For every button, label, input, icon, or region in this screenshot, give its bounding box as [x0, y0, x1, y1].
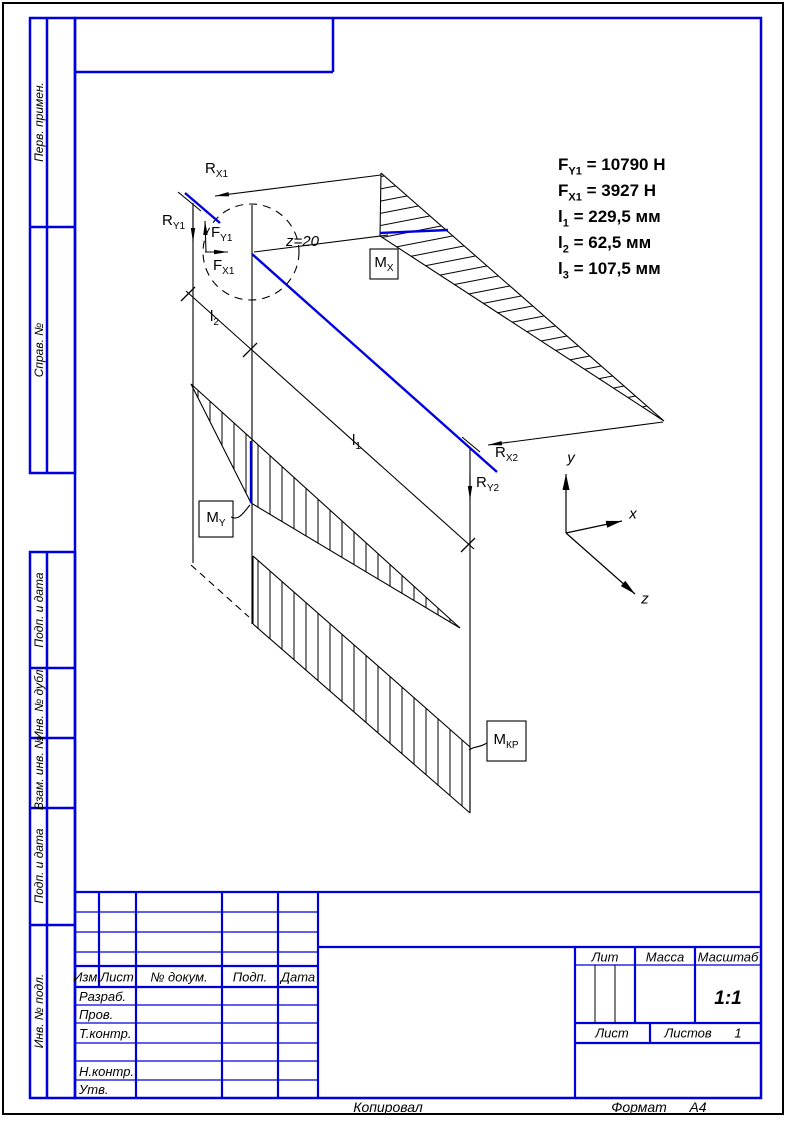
moment-label-mx: $M_X$ — [374, 254, 394, 274]
rx1-arrow — [215, 175, 381, 196]
z20-line — [254, 235, 388, 252]
tb-massa-label: Масса — [645, 949, 685, 965]
tb-row-utv: Утв. — [79, 1082, 109, 1097]
tb-scale-label: Масштаб — [697, 949, 759, 965]
tb-header-list: Лист — [100, 969, 134, 985]
margin-label-inv-dubl: Инв. № дубл. — [32, 666, 46, 740]
mkp-leader — [469, 743, 487, 750]
given-values-block — [558, 152, 666, 282]
tb-row-prov: Пров. — [79, 1007, 114, 1022]
z-axis — [566, 533, 635, 594]
fy1-arrow — [205, 221, 206, 252]
footer-format-label: Формат — [611, 1099, 667, 1115]
force-label-ry2: $R_{Y2}$ — [476, 474, 500, 494]
mkp-epure-hatch — [253, 556, 470, 813]
tb-sheet-label: Лист — [595, 1025, 629, 1041]
given-value-fy1: $F_{Y1} = 10790$ Н — [558, 155, 666, 178]
axis-label-y: y — [567, 449, 575, 467]
tb-sheets-label: Листов — [664, 1025, 712, 1041]
margin-label-vzam-inv: Взам. инв. № — [32, 735, 46, 811]
tb-row-razrab: Разраб. — [79, 989, 127, 1004]
force-label-rx2: $R_{X2}$ — [495, 444, 519, 464]
margin-label-inv-podl: Инв. № подл. — [32, 973, 46, 1049]
axis-label-z: z — [641, 590, 649, 608]
moment-label-mkp: $M_{КР}$ — [493, 731, 519, 751]
tb-lit-label: Лит — [591, 949, 619, 965]
mkp-zero-dashed — [191, 565, 249, 617]
given-value-l3: $l_3 = 107,5$ мм — [558, 259, 661, 282]
title-block-lines — [75, 892, 761, 1098]
left-bearing-mark — [178, 192, 201, 211]
margin-label-podp-data-1: Подп. и дата — [32, 572, 46, 648]
margin-label-podp-data-2: Подп. и дата — [32, 828, 46, 904]
shaft-axis-left — [185, 193, 220, 223]
force-label-fy1: $F_{Y1}$ — [211, 224, 233, 244]
footer-kopiroval: Копировал — [353, 1099, 423, 1115]
given-value-l2: $l_2 = 62,5$ мм — [558, 233, 652, 256]
footer-format-value: А4 — [689, 1099, 707, 1115]
tb-header-podp: Подп. — [232, 969, 268, 985]
force-label-ry1: $R_{Y1}$ — [162, 212, 186, 232]
lit-subdividers — [595, 965, 615, 1023]
coordinate-axes — [566, 474, 635, 594]
tb-sheets-value: 1 — [734, 1025, 742, 1041]
tb-header-data: Дата — [280, 969, 316, 985]
dim-label-z20: z=20 — [286, 233, 319, 250]
my-zero-line — [191, 384, 460, 628]
margin-label-perv-primen: Перв. примен. — [32, 82, 46, 162]
my-leader — [231, 505, 250, 518]
force-label-rx1: $R_{X1}$ — [205, 160, 229, 180]
dim-label-l1: $l_1$ — [352, 432, 361, 452]
x-axis — [566, 521, 622, 533]
given-value-l1: $l_1 = 229,5$ мм — [558, 207, 661, 230]
moment-label-my: $M_Y$ — [206, 509, 226, 529]
dim-label-l2: $l_2$ — [210, 308, 219, 328]
rx2-arrow — [488, 422, 663, 445]
tb-header-izm: Изм. — [73, 969, 101, 985]
margin-label-sprav-no: Справ. № — [32, 322, 46, 378]
axis-label-x: x — [629, 505, 637, 523]
tb-row-tkontr: Т.контр. — [79, 1026, 132, 1041]
title-block-thin-lines — [75, 912, 761, 1080]
tb-header-dokum: № докум. — [150, 969, 208, 985]
tb-row-nkontr: Н.контр. — [79, 1064, 135, 1079]
given-value-fx1: $F_{X1} = 3927$ Н — [558, 181, 657, 204]
tb-scale-value: 1:1 — [714, 988, 742, 1009]
force-label-fx1: $F_{X1}$ — [213, 257, 235, 277]
